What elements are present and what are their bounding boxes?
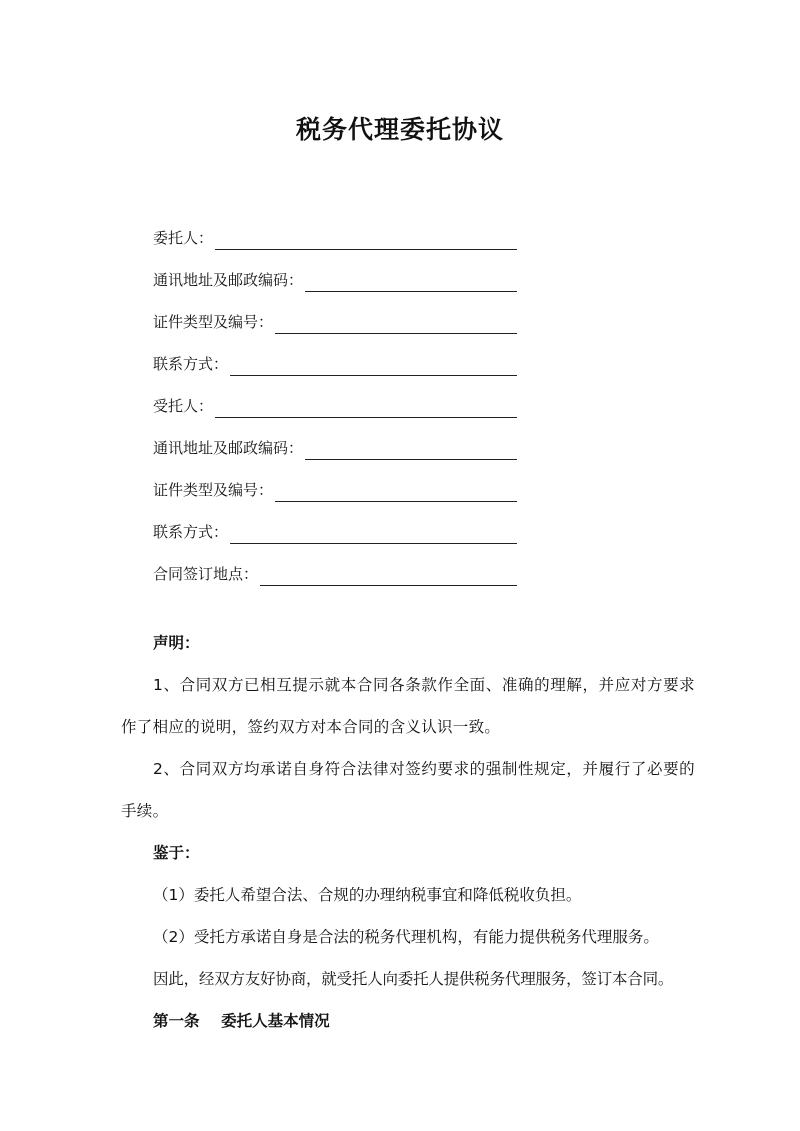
- field-principal-id: [153, 292, 517, 334]
- field-label: 合同签订地点：: [153, 565, 259, 583]
- blank-line[interactable]: [230, 353, 517, 376]
- whereas-conclusion: 因此，经双方友好协商，就受托人向委托人提供税务代理服务，签订本合同。: [153, 970, 674, 988]
- blank-line[interactable]: [305, 437, 517, 460]
- field-label: 通讯地址及邮政编码：: [153, 271, 304, 289]
- field-principal-contact: [153, 334, 517, 376]
- article-1-heading: 第一条 委托人基本情况: [153, 1012, 330, 1030]
- field-principal-address: [153, 250, 517, 292]
- field-label: 证件类型及编号：: [153, 313, 274, 331]
- field-agent-address: [153, 418, 517, 460]
- field-label: 联系方式：: [153, 355, 229, 373]
- statement-heading: 声明：: [153, 634, 200, 652]
- blank-line[interactable]: [215, 395, 517, 418]
- blank-line[interactable]: [215, 227, 517, 250]
- field-label: 联系方式：: [153, 523, 229, 541]
- statement-paragraph-1: 1、合同双方已相互提示就本合同各条款作全面、准确的理解，并应对方要求作了相应的说明，签约双方对本合同的含义认识一致。: [121, 676, 695, 736]
- blank-line[interactable]: [275, 311, 517, 334]
- statement-paragraph-2: 2、合同双方均承诺自身符合法律对签约要求的强制性规定，并履行了必要的手续。: [121, 760, 695, 820]
- field-label: 通讯地址及邮政编码：: [153, 439, 304, 457]
- field-signing-place: [153, 544, 517, 586]
- field-label: 受托人：: [153, 397, 214, 415]
- field-principal: [153, 208, 517, 250]
- whereas-heading: 鉴于：: [153, 844, 200, 862]
- whereas-item-1: （1）委托人希望合法、合规的办理纳税事宜和降低税收负担。: [153, 886, 582, 904]
- contract-body: [121, 622, 695, 1042]
- field-agent: [153, 376, 517, 418]
- document-title: 税务代理委托协议: [295, 115, 504, 144]
- blank-line[interactable]: [305, 269, 517, 292]
- blank-line[interactable]: [275, 479, 517, 502]
- field-label: 委托人：: [153, 229, 214, 247]
- blank-line[interactable]: [260, 563, 517, 586]
- field-agent-id: [153, 460, 517, 502]
- party-info-fields: [153, 208, 517, 586]
- blank-line[interactable]: [230, 521, 517, 544]
- field-label: 证件类型及编号：: [153, 481, 274, 499]
- whereas-item-2: （2）受托方承诺自身是合法的税务代理机构，有能力提供税务代理服务。: [153, 928, 659, 946]
- field-agent-contact: [153, 502, 517, 544]
